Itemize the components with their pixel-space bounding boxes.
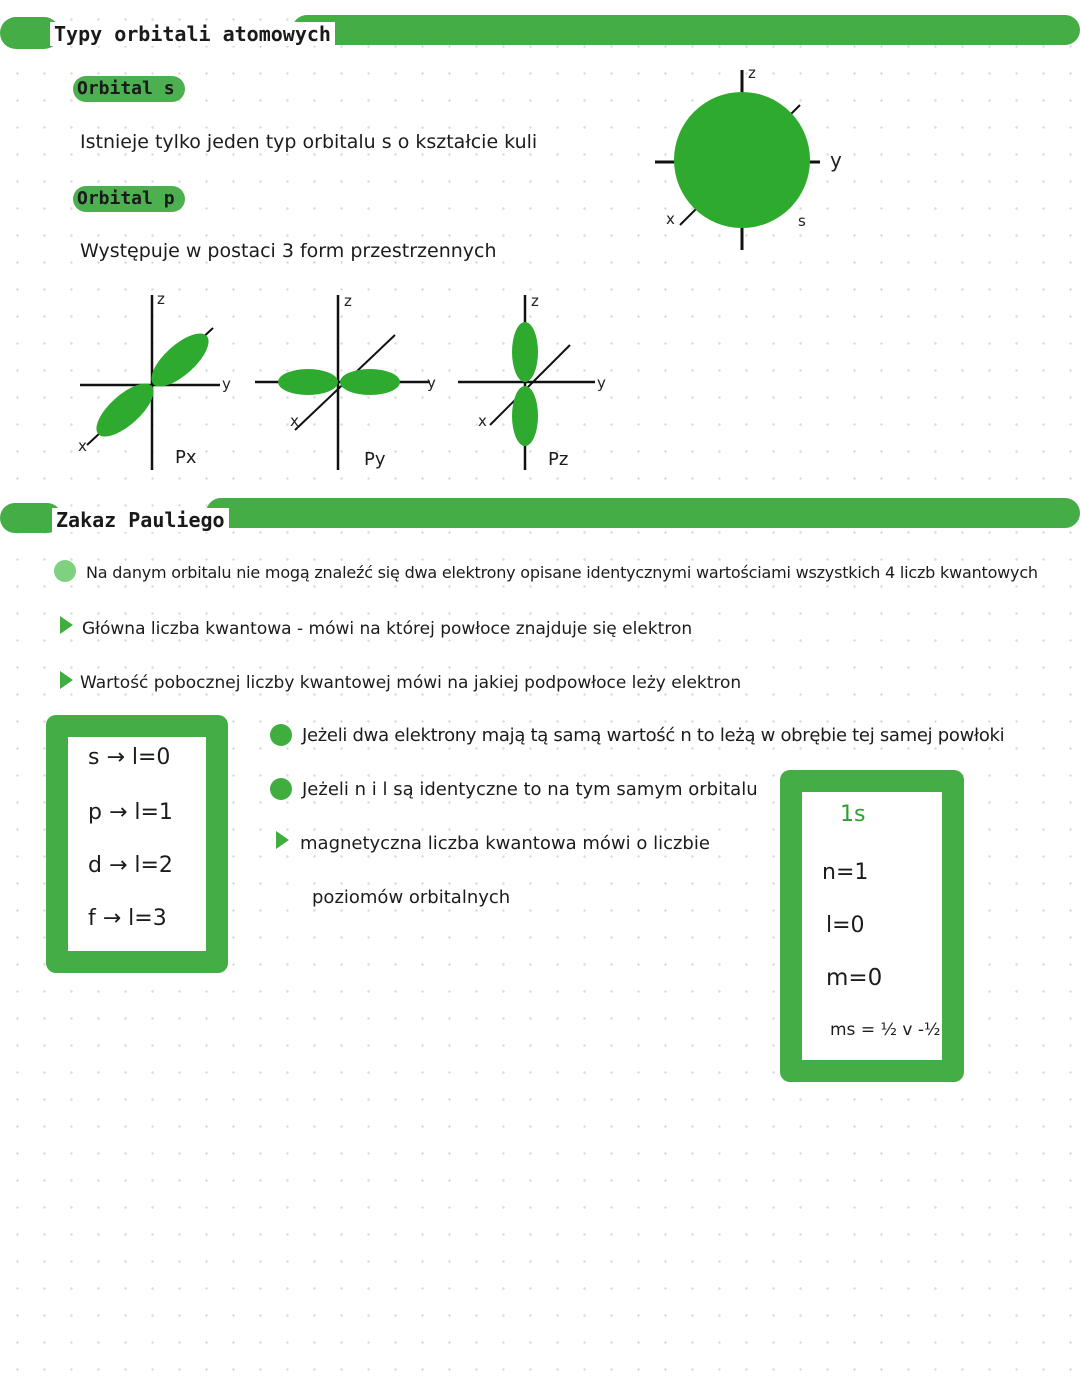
l-box-line-s: s → l=0 [88, 745, 171, 770]
px-axis-x-label: x [78, 437, 87, 455]
py-lobe-right [340, 369, 400, 395]
pz-name: Pz [548, 449, 569, 470]
statement-bullet [54, 560, 76, 582]
bullet2-text: Jeżeli n i l są identyczne to na tym samym orbitalu [302, 779, 758, 800]
point2-arrow [60, 671, 73, 689]
px-axis-y-label: y [222, 375, 231, 393]
py-axis-y-label: y [427, 374, 436, 392]
pz-axis-x-label: x [478, 412, 487, 430]
point3-line1: magnetyczna liczba kwantowa mówi o liczbie [300, 833, 710, 854]
orbital-s-label: Orbital s [73, 76, 185, 102]
bullet1-icon [270, 724, 292, 746]
point3-arrow [276, 831, 289, 849]
point3-line2: poziomów orbitalnych [312, 887, 511, 908]
pz-axis-z-label: z [531, 292, 539, 310]
pz-axis-y-label: y [597, 374, 606, 392]
bullet1-text: Jeżeli dwa elektrony mają tą samą wartość n to leżą w obrębie tej samej powłoki [302, 725, 1005, 746]
py-name: Py [364, 449, 386, 470]
l-box-line-d: d → l=2 [88, 853, 173, 878]
section2-bar-right [206, 498, 1080, 528]
py-lobe-left [278, 369, 338, 395]
orbital-p-label: Orbital p [73, 186, 185, 212]
right-box-title: 1s [840, 802, 866, 827]
right-box-ms: ms = ½ v -½ [830, 1020, 941, 1040]
point1-arrow [60, 616, 73, 634]
pz-lobe-upper [512, 322, 538, 382]
px-axis-z-label: z [157, 290, 165, 308]
s-orbital-label: s [798, 212, 806, 230]
px-name: Px [175, 447, 197, 468]
section1-title: Typy orbitali atomowych [50, 22, 335, 46]
pauli-statement: Na danym orbitalu nie mogą znaleźć się dwa elektrony opisane identycznymi wartościami wszystkich 4 liczb kwantowych [86, 563, 1038, 582]
orbital-s-text: Istnieje tylko jeden typ orbitalu s o kształcie kuli [80, 131, 538, 153]
py-axis-z-label: z [344, 292, 352, 310]
section1-bar-right [292, 15, 1080, 45]
l-box-line-p: p → l=1 [88, 800, 173, 825]
point1-text: Główna liczba kwantowa - mówi na której powłoce znajduje się elektron [82, 619, 693, 639]
s-axis-x-label: x [666, 210, 675, 228]
l-box-line-f: f → l=3 [88, 906, 167, 931]
right-box-l: l=0 [826, 913, 865, 938]
s-axis-y-label: y [830, 148, 842, 172]
right-box-m: m=0 [826, 965, 883, 991]
bullet2-icon [270, 778, 292, 800]
section2-title: Zakaz Pauliego [52, 508, 229, 532]
pz-lobe-lower [512, 386, 538, 446]
point2-text: Wartość pobocznej liczby kwantowej mówi na jakiej podpowłoce leży elektron [80, 673, 742, 693]
py-orbital-diagram [250, 290, 450, 480]
pz-orbital-diagram [450, 290, 620, 480]
orbital-p-text: Występuje w postaci 3 form przestrzennych [80, 240, 497, 262]
s-orbital-sphere [674, 92, 810, 228]
py-axis-x-label: x [290, 412, 299, 430]
right-box-n: n=1 [822, 860, 869, 885]
s-axis-z-label: z [748, 64, 756, 82]
